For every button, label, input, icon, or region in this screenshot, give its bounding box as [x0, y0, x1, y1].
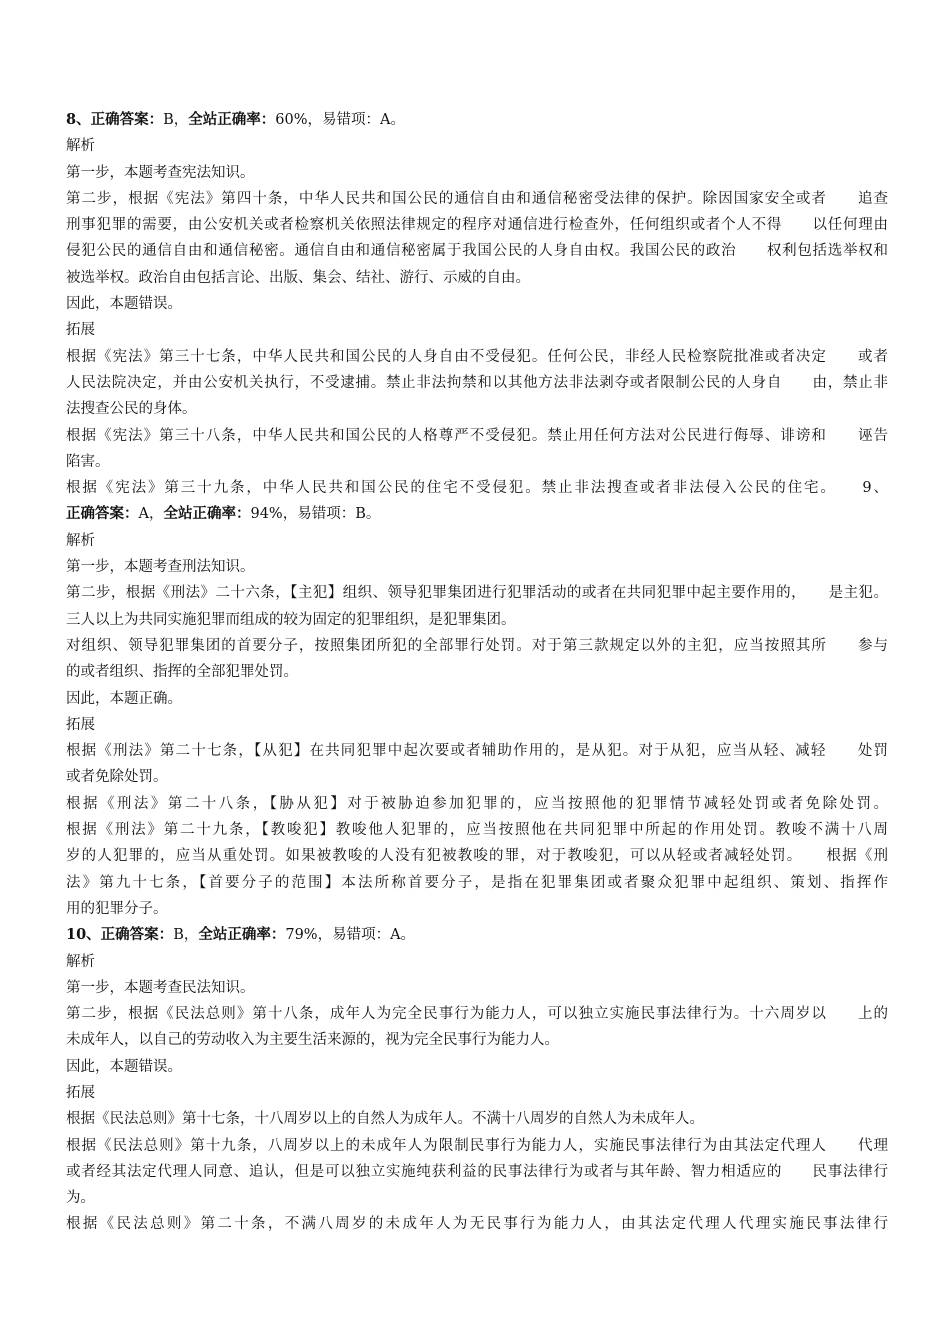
text-run: 被选举权。政治自由包括言论、出版、集会、结社、游行、示威的自由。 [66, 269, 530, 286]
text-run: 法搜查公民的身体。 [66, 401, 197, 418]
text-run: 解析 [66, 532, 95, 549]
text-line [66, 423, 888, 449]
text-line [66, 607, 888, 633]
text-line [66, 265, 888, 291]
text-run: 根据《刑法》第二十九条，【教唆犯】教唆他人犯罪的，应当按照他在共同犯罪中所起的作用处罚。教唆不满十八周 [66, 822, 888, 839]
text-run: 第一步，本题考查宪法知识。 [66, 164, 255, 181]
text-line [66, 160, 888, 186]
text-run: 刑事犯罪的需要，由公安机关或者检察机关依照法律规定的程序对通信进行检查外，任何组织或者个人不得 以任何理由 [66, 217, 888, 234]
text-line [66, 528, 888, 554]
text-line [66, 475, 888, 501]
text-line [66, 896, 888, 922]
text-line [66, 712, 888, 738]
text-line [66, 344, 888, 370]
text-line [66, 1001, 888, 1027]
text-run: 解析 [66, 953, 95, 970]
text-run: 法》第九十七条，【首要分子的范围】本法所称首要分子，是指在犯罪集团或者聚众犯罪中起组织、策划、指挥作 [66, 874, 888, 891]
text-run: 岁的人犯罪的，应当从重处罚。如果被教唆的人没有犯被教唆的罪，对于教唆犯，可以从轻或者减轻处罚。 根据《刑 [66, 848, 888, 865]
bold-text: 10、正确答案： [66, 926, 174, 944]
text-run: 第二步，根据《宪法》第四十条，中华人民共和国公民的通信自由和通信秘密受法律的保护。除因国家安全或者 追查 [66, 190, 888, 207]
text-run: 根据《民法总则》第十七条，十八周岁以上的自然人为成年人。不满十八周岁的自然人为未成年人。 [66, 1111, 704, 1128]
text-run: 人民法院决定，并由公安机关执行，不受逮捕。禁止非法拘禁和以其他方法非法剥夺或者限制公民的人身自 由，禁止非 [66, 374, 888, 391]
text-line [66, 501, 888, 527]
text-run: 因此，本题正确。 [66, 690, 182, 707]
text-run: 用的犯罪分子。 [66, 900, 168, 917]
text-run: B， [173, 927, 199, 944]
text-run: 根据《民法总则》第十九条，八周岁以上的未成年人为限制民事行为能力人，实施民事法律行为由其法定代理人 代理 [66, 1137, 888, 1154]
text-line [66, 396, 888, 422]
text-line [66, 1133, 888, 1159]
text-run: 根据《刑法》第二十七条，【从犯】在共同犯罪中起次要或者辅助作用的，是从犯。对于从犯，应当从轻、减轻 处罚 [66, 743, 888, 760]
text-run: 根据《刑法》第二十八条，【胁从犯】对于被胁迫参加犯罪的，应当按照他的犯罪情节减轻处罚或者免除处罚。 [66, 795, 888, 812]
text-line [66, 764, 888, 790]
text-run: 因此，本题错误。 [66, 1058, 182, 1075]
text-line [66, 791, 888, 817]
bold-text: 8、正确答案： [66, 111, 164, 128]
text-line [66, 1027, 888, 1053]
text-run: 侵犯公民的通信自由和通信秘密。通信自由和通信秘密属于我国公民的人身自由权。我国公民的政治 权利包括选举权和 [66, 243, 888, 260]
text-run: 未成年人，以自己的劳动收入为主要生活来源的，视为完全民事行为能力人。 [66, 1032, 559, 1049]
bold-text: 全站正确率： [198, 926, 286, 944]
text-run: 第一步，本题考查刑法知识。 [66, 559, 255, 576]
text-run: 根据《宪法》第三十八条，中华人民共和国公民的人格尊严不受侵犯。禁止用任何方法对公民进行侮辱、诽谤和 诬告 [66, 427, 888, 444]
document-body [66, 107, 888, 1238]
text-line [66, 686, 888, 712]
bold-text: 全站正确率： [188, 111, 276, 128]
text-line [66, 1080, 888, 1106]
text-run: 60%，易错项：A。 [275, 112, 405, 128]
text-line [66, 1159, 888, 1185]
text-run: 解析 [66, 138, 95, 155]
text-line [66, 1106, 888, 1132]
text-run: 拓展 [66, 716, 95, 733]
text-run: 拓展 [66, 322, 95, 339]
text-line [66, 1185, 888, 1211]
text-line [66, 291, 888, 317]
text-run: 或者经其法定代理人同意、追认，但是可以独立实施纯获利益的民事法律行为或者与其年龄、智力相适应的 民事法律行 [66, 1163, 888, 1180]
text-line [66, 238, 888, 264]
text-run: 三人以上为共同实施犯罪而组成的较为固定的犯罪组织，是犯罪集团。 [66, 611, 516, 628]
text-line [66, 212, 888, 238]
text-line [66, 843, 888, 869]
text-line [66, 370, 888, 396]
text-line [66, 817, 888, 843]
text-run: 第二步，根据《民法总则》第十八条，成年人为完全民事行为能力人，可以独立实施民事法律行为。十六周岁以 上的 [66, 1006, 888, 1023]
text-line [66, 975, 888, 1001]
text-run: 为。 [66, 1190, 95, 1207]
text-run: 或者免除处罚。 [66, 769, 168, 786]
text-run: 79%，易错项：A。 [285, 927, 416, 944]
text-line [66, 659, 888, 685]
text-run: B， [163, 112, 189, 128]
text-run: 第二步，根据《刑法》二十六条，【主犯】组织、领导犯罪集团进行犯罪活动的或者在共同犯罪中起主要作用的， 是主犯。 [66, 585, 888, 602]
text-run: 根据《宪法》第三十七条，中华人民共和国公民的人身自由不受侵犯。任何公民，非经人民检察院批准或者决定 或者 [66, 348, 888, 365]
bold-text: 全站正确率： [163, 505, 251, 523]
text-run: 的或者组织、指挥的全部犯罪处罚。 [66, 664, 298, 681]
text-run: 根据《宪法》第三十九条，中华人民共和国公民的住宅不受侵犯。禁止非法搜查或者非法侵入公民的住宅。 9、 [66, 480, 888, 497]
text-run: 陷害。 [66, 453, 110, 470]
text-run: 因此，本题错误。 [66, 296, 182, 313]
text-line [66, 580, 888, 606]
text-line [66, 870, 888, 896]
text-line [66, 1054, 888, 1080]
bold-text: 正确答案： [66, 505, 139, 523]
text-run: 拓展 [66, 1084, 95, 1101]
text-run: 第一步，本题考查民法知识。 [66, 979, 255, 996]
text-run: 94%，易错项：B。 [250, 506, 381, 523]
text-line [66, 949, 888, 975]
text-run: A， [138, 506, 164, 523]
text-run: 对组织、领导犯罪集团的首要分子，按照集团所犯的全部罪行处罚。对于第三款规定以外的主犯，应当按照其所 参与 [66, 637, 888, 654]
text-line [66, 738, 888, 764]
text-line [66, 922, 888, 948]
text-line [66, 107, 888, 133]
text-line [66, 1211, 888, 1237]
text-line [66, 317, 888, 343]
text-run: 根据《民法总则》第二十条，不满八周岁的未成年人为无民事行为能力人，由其法定代理人代理实施民事法律行 [66, 1216, 888, 1233]
text-line [66, 133, 888, 159]
text-line [66, 633, 888, 659]
text-line [66, 186, 888, 212]
text-line [66, 554, 888, 580]
text-line [66, 449, 888, 475]
